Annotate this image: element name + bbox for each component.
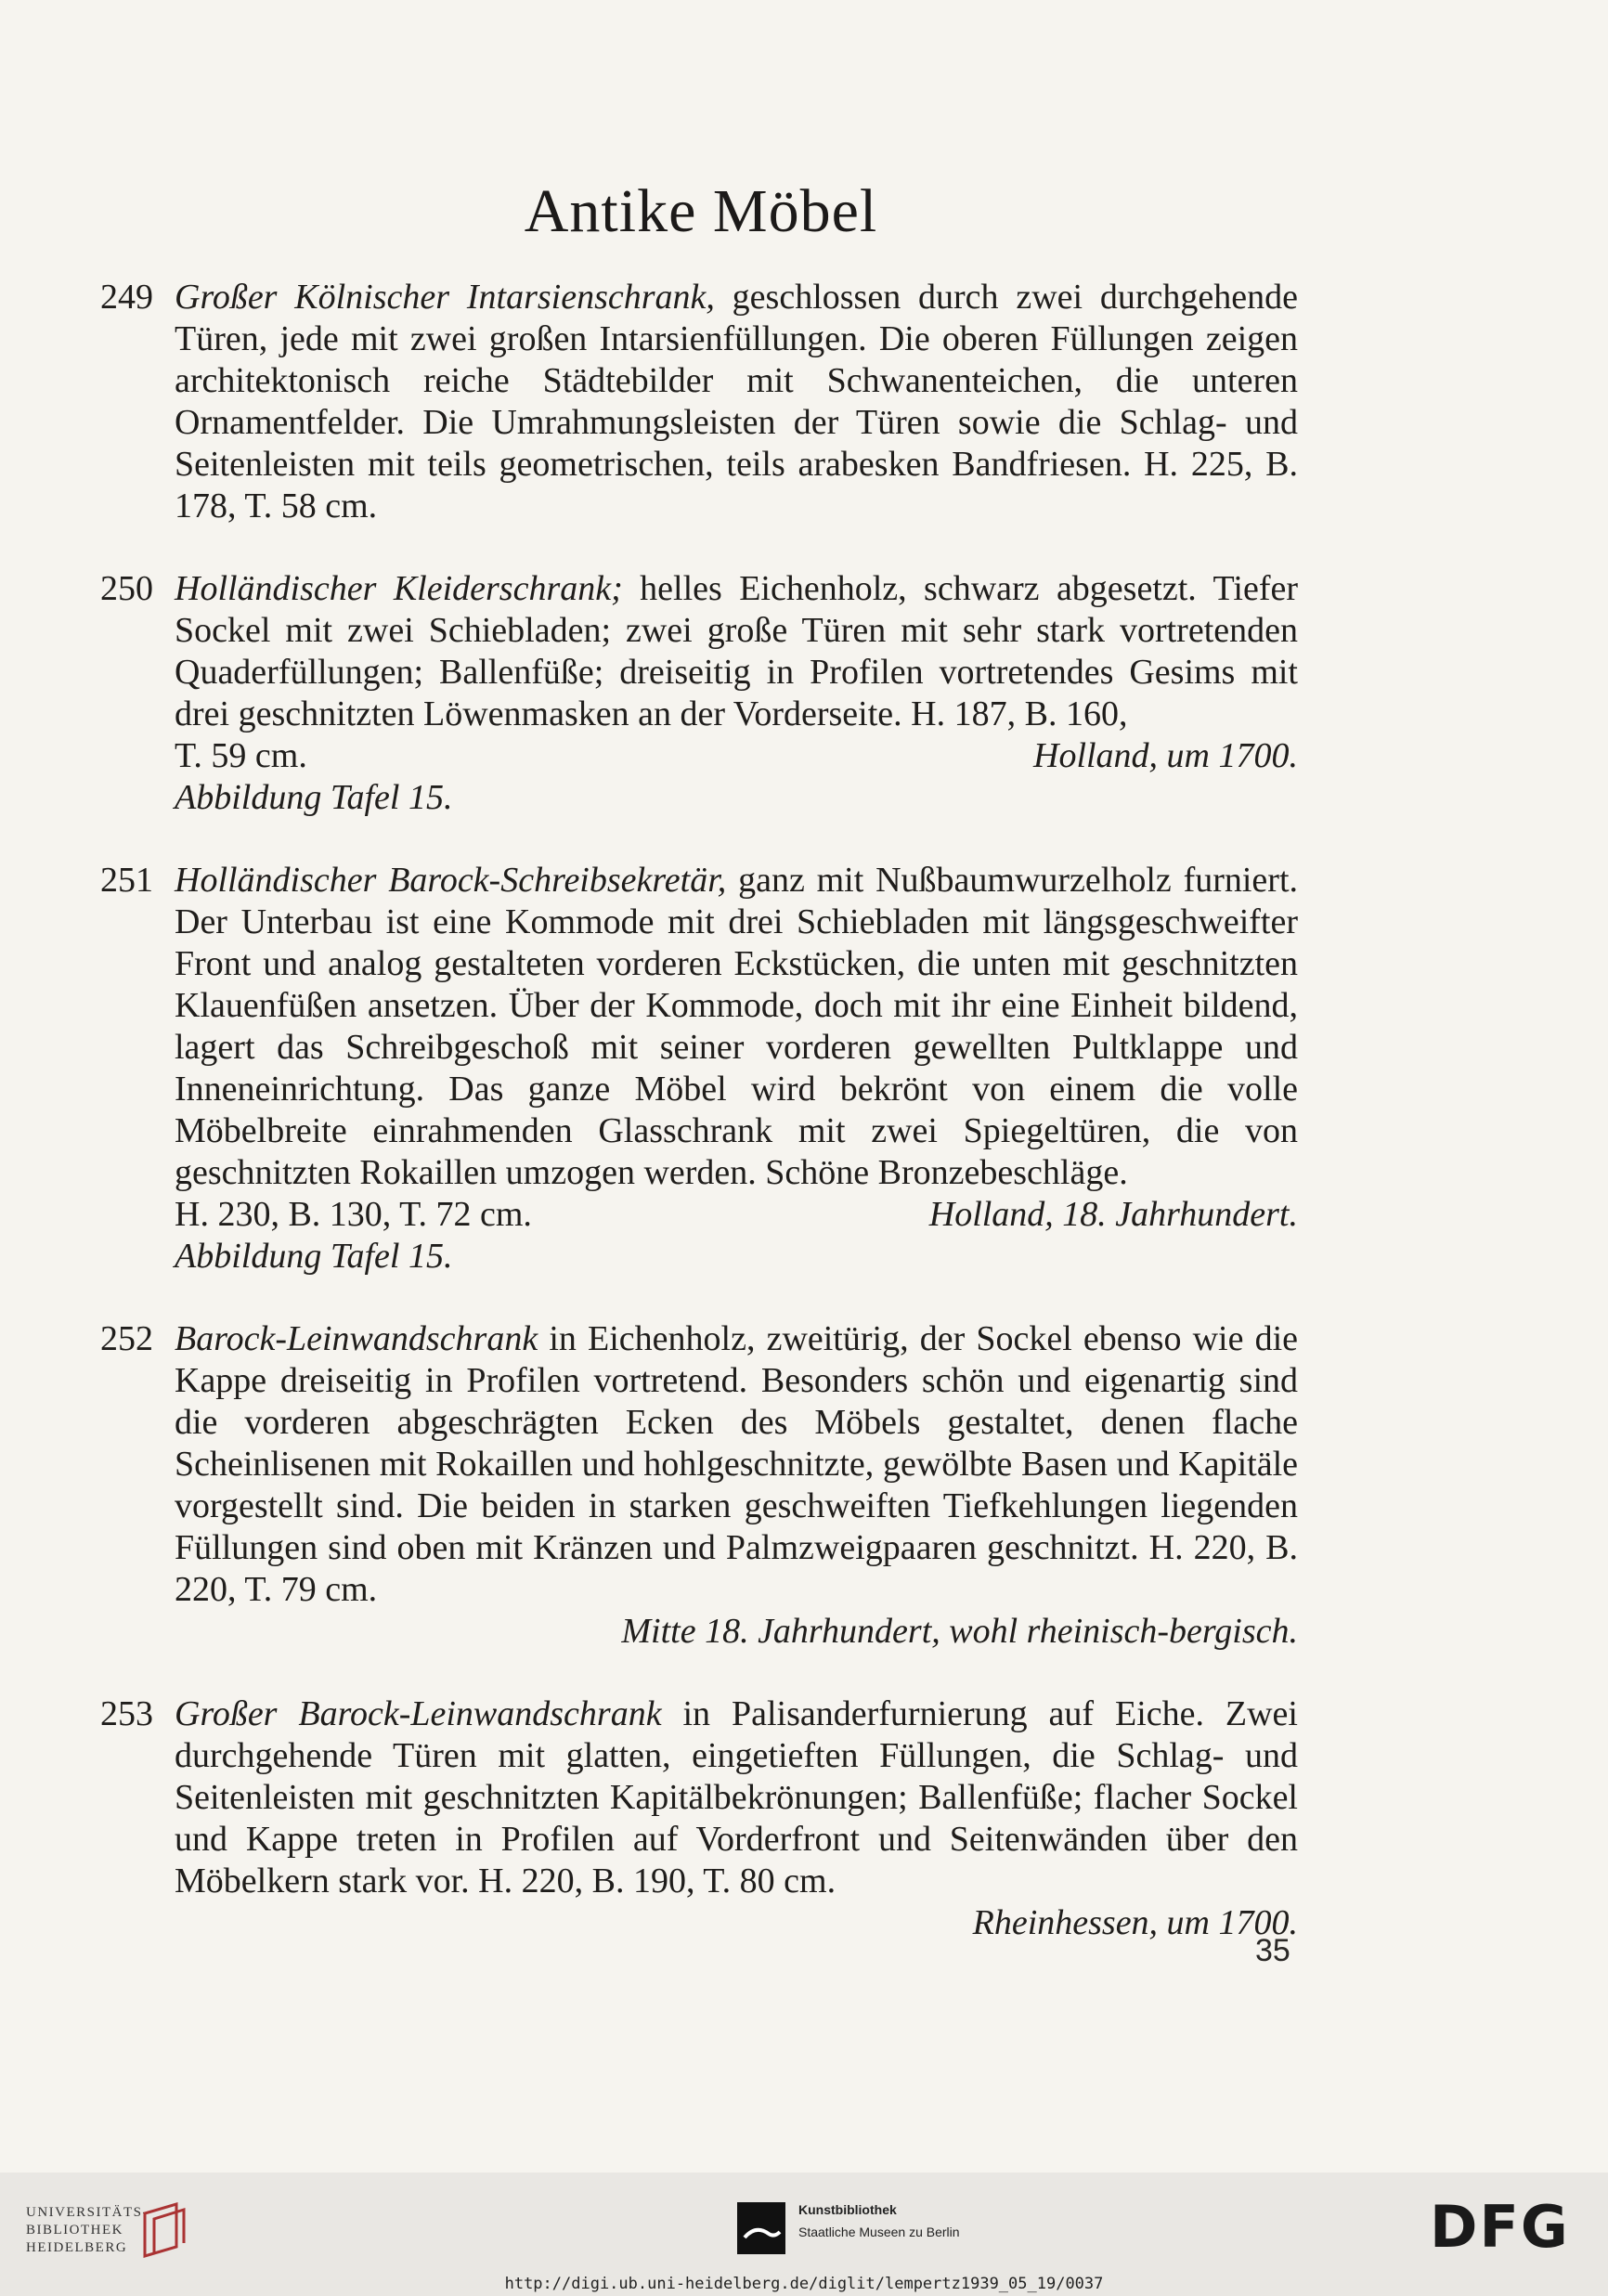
catalog-entry-252 xyxy=(100,1318,1298,1653)
entry-illustration-ref: Abbildung Tafel 15. xyxy=(175,1237,453,1276)
entry-description: geschlossen durch zwei durchgehende Türen, jede mit zwei großen Intarsienfüllungen. Die oberen Füllungen zeigen architektonisch reiche Städtebilder mit Schwanenteichen, die unteren Ornamentfelder. Die Umrahmungsleisten der Türen sowie die Schlag- und Seitenleisten mit teils geometrischen, teils arabesken Bandfriesen. H. 225, B. 178, T. 58 cm. xyxy=(175,278,1298,525)
catalog-entry-253 xyxy=(100,1693,1298,1944)
logo-line: UNIVERSITÄTS- xyxy=(26,2205,149,2220)
catalog-entries xyxy=(100,277,1298,1985)
kunstbibliothek-subtitle: Staatliche Museen zu Berlin xyxy=(798,2225,960,2239)
entry-illustration-ref: Abbildung Tafel 15. xyxy=(175,778,453,817)
entry-description: in Eichenholz, zweitürig, der Sockel ebenso wie die Kappe dreiseitig in Profilen vortretend. Besonders schön und eigenartig sind die vorderen abgeschrägten Ecken des Möbels gestaltet, denen flache Scheinlisenen mit Rokaillen und hohlgeschnitzte, gewölbte Basen und Kapitäle vorgestellt sind. Die beiden in starken geschweiften Tiefkehlungen liegenden Füllungen sind oben mit Kränzen und Palmzweigpaaren geschnitzt. H. 220, B. 220, T. 79 cm. xyxy=(175,1319,1298,1609)
page-title: Antike Möbel xyxy=(524,177,878,245)
source-url[interactable]: http://digi.ub.uni-heidelberg.de/diglit/lempertz1939_05_19/0037 xyxy=(504,2275,1104,2293)
entry-description: in Palisanderfurnierung auf Eiche. Zwei durchgehende Türen mit glatten, eingetieften Füllungen, die Schlag- und Seitenleisten mit geschnitzten Kapitälbekrönungen; Ballenfüße; flacher Sockel und Kappe treten in Profilen auf Vorderfront und Seitenwänden über den Möbelkern stark vor. H. 220, B. 190, T. 80 cm. xyxy=(175,1694,1298,1900)
entry-description: helles Eichenholz, schwarz abgesetzt. Tiefer Sockel mit zwei Schiebladen; zwei große Türen mit sehr stark vortretenden Quaderfüllungen; Ballenfüße; dreiseitig in Profilen vortretendes Gesims mit drei geschnitzten Löwenmasken an der Vorderseite. H. 187, B. 160, xyxy=(175,569,1299,733)
heidelberg-library-logo[interactable] xyxy=(26,2204,149,2257)
kunstbibliothek-logo[interactable] xyxy=(735,2200,960,2260)
entry-description: ganz mit Nußbaumwurzelholz furniert. Der Unterbau ist eine Kommode mit drei Schiebladen mit längsgeschweifter Front und analog gestalteten vorderen Eckstücken, die unten mit geschnitzten Klauenfüßen ansetzen. Über der Kommode, doch mit ihr eine Einheit bildend, lagert das Schreibgeschoß mit seiner vorderen gewellten Pultklappe und Inneneinrichtung. Das ganze Möbel wird bekrönt von einem die volle Möbelbreite einrahmenden Glasschrank mit zwei Spiegeltüren, die von geschnitzten Rokaillen umzogen werden. Schöne Bronzebeschläge. xyxy=(175,861,1299,1192)
digitization-footer xyxy=(0,2173,1608,2296)
entry-name: Barock-Leinwandschrank xyxy=(175,1319,538,1358)
entry-name: Großer Barock-Leinwandschrank xyxy=(175,1694,662,1733)
entry-origin: Holland, um 1700. xyxy=(1033,736,1298,775)
kunstbibliothek-title: Kunstbibliothek xyxy=(798,2202,897,2217)
entry-origin: Mitte 18. Jahrhundert, wohl rheinisch-bergisch. xyxy=(621,1612,1298,1651)
page-number: 35 xyxy=(1255,1933,1290,1968)
entry-name: Holländischer Kleiderschrank; xyxy=(175,569,623,608)
catalog-entry-251 xyxy=(100,860,1298,1278)
university-seal-icon xyxy=(139,2200,191,2262)
entry-name: Holländischer Barock-Schreibsekretär, xyxy=(175,861,727,900)
entry-number: 253 xyxy=(100,1694,153,1733)
entry-dimensions: H. 230, B. 130, T. 72 cm. xyxy=(175,1195,532,1234)
entry-name: Großer Kölnischer Intarsienschrank, xyxy=(175,278,715,317)
entry-origin: Rheinhessen, um 1700. xyxy=(972,1903,1298,1942)
entry-number: 250 xyxy=(100,569,153,608)
entry-number: 252 xyxy=(100,1319,153,1358)
dfg-logo[interactable]: DFG xyxy=(1430,2193,1570,2261)
logo-line: BIBLIOTHEK xyxy=(26,2223,123,2238)
kunstbibliothek-emblem-icon xyxy=(735,2200,787,2256)
catalog-entry-250 xyxy=(100,568,1298,819)
catalog-entry-249 xyxy=(100,277,1298,527)
entry-dimensions: T. 59 cm. xyxy=(175,736,307,775)
entry-number: 251 xyxy=(100,861,153,900)
entry-number: 249 xyxy=(100,278,153,317)
logo-line: HEIDELBERG xyxy=(26,2240,128,2255)
entry-origin: Holland, 18. Jahrhundert. xyxy=(928,1195,1298,1234)
